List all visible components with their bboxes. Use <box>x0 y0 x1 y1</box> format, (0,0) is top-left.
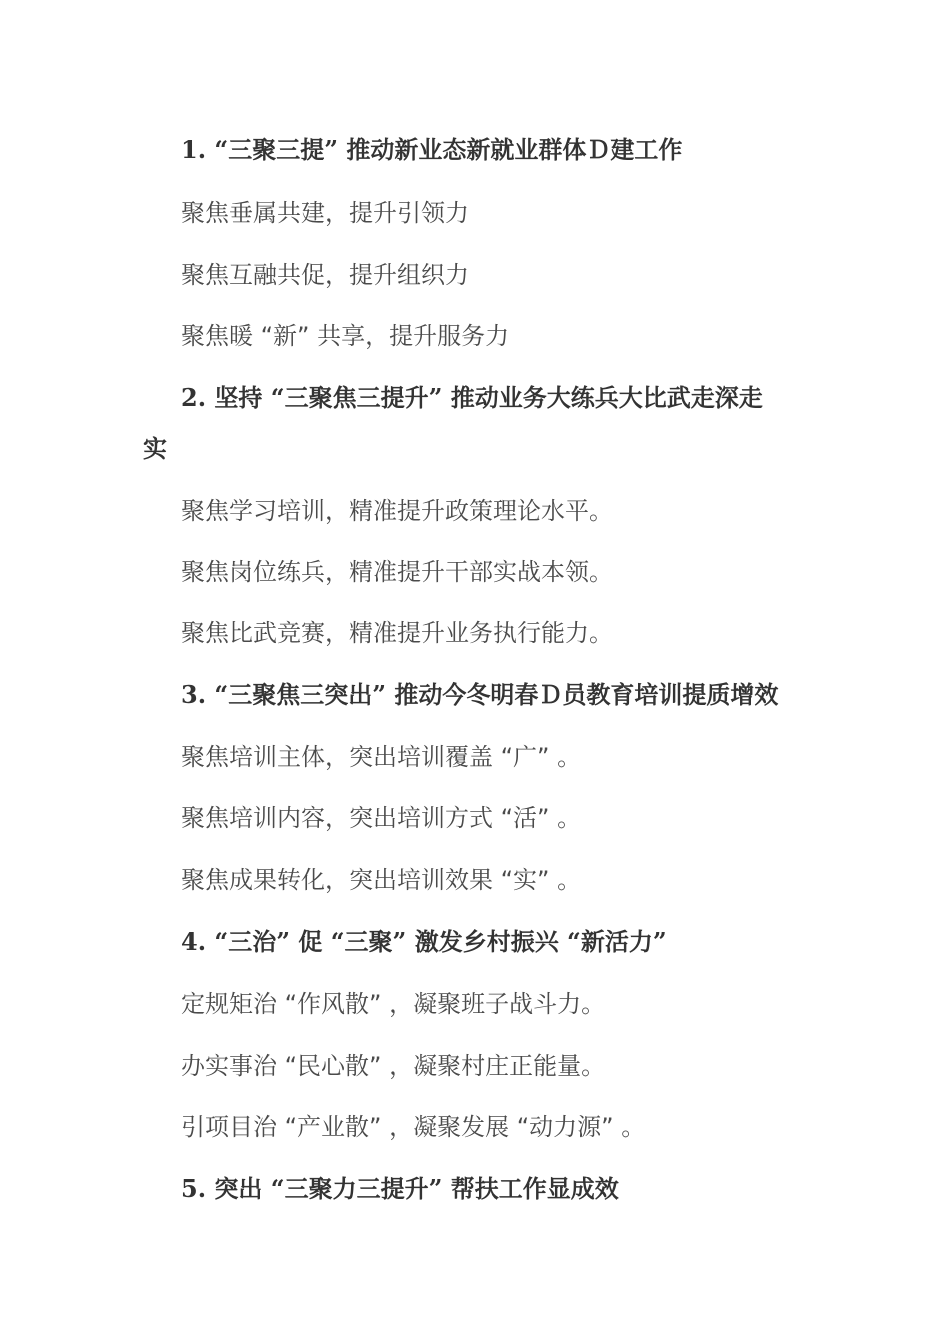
section-4-heading: 4. “三治” 促 “三聚” 激发乡村振兴 “新活力” <box>181 927 667 956</box>
section-4-item-1: 定规矩治 “作风散” ，凝聚班子战斗力。 <box>181 990 606 1018</box>
section-4-item-3: 引项目治 “产业散” ，凝聚发展 “动力源” 。 <box>181 1113 646 1141</box>
section-2-item-2: 聚焦岗位练兵，精准提升干部实战本领。 <box>181 558 613 586</box>
section-5-heading: 5. 突出 “三聚力三提升” 帮扶工作显成效 <box>181 1174 619 1203</box>
section-2-heading-line-1: 2. 坚持 “三聚焦三提升” 推动业务大练兵大比武走深走 <box>181 383 763 412</box>
section-3-heading: 3. “三聚焦三突出” 推动今冬明春Ｄ员教育培训提质增效 <box>181 680 779 709</box>
section-2-item-3: 聚焦比武竞赛，精准提升业务执行能力。 <box>181 619 613 647</box>
section-3-item-2: 聚焦培训内容，突出培训方式 “活” 。 <box>181 804 582 832</box>
section-1-item-3: 聚焦暖 “新” 共享，提升服务力 <box>181 322 510 350</box>
section-3-item-3: 聚焦成果转化，突出培训效果 “实” 。 <box>181 866 582 894</box>
section-3-item-1: 聚焦培训主体，突出培训覆盖 “广” 。 <box>181 743 582 771</box>
section-1-item-2: 聚焦互融共促，提升组织力 <box>181 261 469 289</box>
section-4-item-2: 办实事治 “民心散” ，凝聚村庄正能量。 <box>181 1052 606 1080</box>
section-1-heading: 1. “三聚三提” 推动新业态新就业群体Ｄ建工作 <box>181 135 683 164</box>
section-1-item-1: 聚焦垂属共建，提升引领力 <box>181 199 469 227</box>
section-2-item-1: 聚焦学习培训，精准提升政策理论水平。 <box>181 497 613 525</box>
section-2-heading-line-2: 实 <box>143 434 167 463</box>
